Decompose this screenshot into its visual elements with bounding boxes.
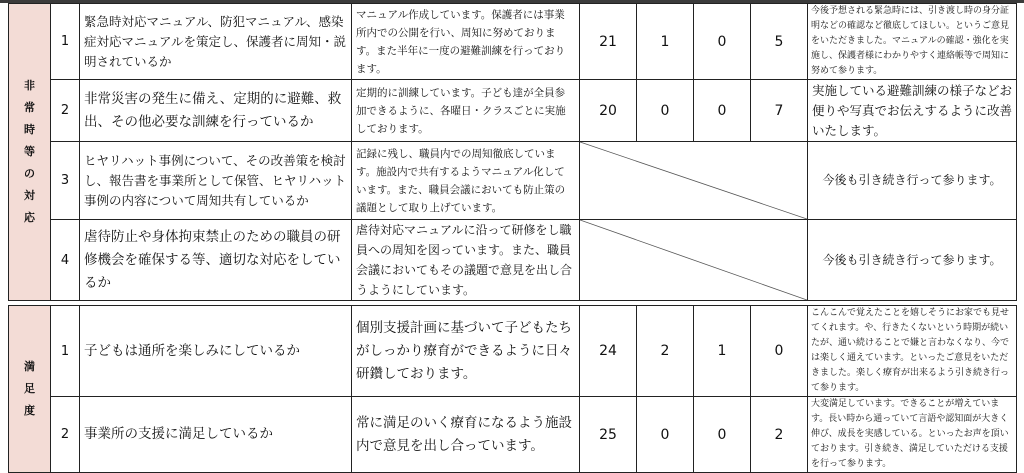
question-text: 虐待防止や身体拘束禁止のための職員の研修機会を確保する等、適切な対応をしているか <box>80 220 352 301</box>
category-satisfaction: 満 足 度 <box>9 306 51 473</box>
row-number: 2 <box>51 397 80 473</box>
count-yes: 25 <box>580 397 637 473</box>
evaluation-sheet <box>8 3 1016 469</box>
table-row <box>9 4 1017 80</box>
count-somewhat: 0 <box>637 80 694 142</box>
answer-text: 常に満足のいく療育になるよう施設内で意見を出し合っています。 <box>352 397 580 473</box>
row-number: 3 <box>51 142 80 220</box>
count-unknown: 7 <box>751 80 808 142</box>
diagonal-line <box>580 142 807 219</box>
table-row <box>9 397 1017 473</box>
count-yes: 20 <box>580 80 637 142</box>
answer-text: マニュアル作成しています。保護者には事業所内での公開を行い、周知に努めております。また半年に一度の避難訓練を行っております。 <box>352 4 580 80</box>
table-row <box>9 142 1017 220</box>
question-text: 子どもは通所を楽しみにしているか <box>80 306 352 397</box>
count-somewhat: 0 <box>637 397 694 473</box>
row-number: 1 <box>51 306 80 397</box>
question-text: 事業所の支援に満足しているか <box>80 397 352 473</box>
count-somewhat: 1 <box>637 4 694 80</box>
row-number: 2 <box>51 80 80 142</box>
count-yes: 21 <box>580 4 637 80</box>
not-applicable-cell <box>580 142 808 220</box>
count-somewhat: 2 <box>637 306 694 397</box>
count-unknown: 5 <box>751 4 808 80</box>
count-no: 0 <box>694 4 751 80</box>
count-yes: 24 <box>580 306 637 397</box>
diagonal-line <box>580 220 807 300</box>
comment-text: 今後も引き続き行って参ります。 <box>808 142 1017 220</box>
not-applicable-cell <box>580 220 808 301</box>
answer-text: 個別支援計画に基づいて子どもたちがしっかり療育ができるように日々研鑽しております。 <box>352 306 580 397</box>
table-row <box>9 220 1017 301</box>
comment-text: 今後予想される緊急時には、引き渡し時の身分証明などの確認など徹底してほしい。というご意見をいただきました。マニュアルの確認・強化を実施し、保護者様にわかりやすく連絡帳等で周知に努めて参ります。 <box>808 4 1017 80</box>
count-no: 0 <box>694 397 751 473</box>
count-no: 1 <box>694 306 751 397</box>
category-emergency: 非 常 時 等 の 対 応 <box>9 4 51 301</box>
table-row <box>9 80 1017 142</box>
question-text: 緊急時対応マニュアル、防犯マニュアル、感染症対応マニュアルを策定し、保護者に周知・説明されているか <box>80 4 352 80</box>
row-number: 4 <box>51 220 80 301</box>
row-number: 1 <box>51 4 80 80</box>
evaluation-table <box>8 3 1017 473</box>
comment-text: 実施している避難訓練の様子などお便りや写真でお伝えするように改善いたします。 <box>808 80 1017 142</box>
count-unknown: 2 <box>751 397 808 473</box>
count-unknown: 0 <box>751 306 808 397</box>
table-row <box>9 306 1017 397</box>
comment-text: 大変満足しています。できることが増えています。長い時から通っていて言語や認知面が大きく伸び、成長を実感している。といったお声を頂いております。引き続き、満足していただける支援を行って参ります。 <box>808 397 1017 473</box>
answer-text: 虐待対応マニュアルに沿って研修をし職員への周知を図っています。また、職員会議においてもその議題で意見を出し合うようにしています。 <box>352 220 580 301</box>
comment-text: こんこんで覚えたことを嬉しそうにお家でも見せてくれます。や、行きたくないという時期が続いたが、通い続けることで嫌と言わなくなり、今では楽しく通えています。といったご意見をいただきました。楽しく療育が出来るよう引き続き行って参ります。 <box>808 306 1017 397</box>
question-text: 非常災害の発生に備え、定期的に避難、救出、その他必要な訓練を行っているか <box>80 80 352 142</box>
answer-text: 定期的に訓練しています。子ども達が全員参加できるように、各曜日・クラスごとに実施しております。 <box>352 80 580 142</box>
comment-text: 今後も引き続き行って参ります。 <box>808 220 1017 301</box>
count-no: 0 <box>694 80 751 142</box>
answer-text: 記録に残し、職員内での周知徹底しています。施設内で共有するようマニュアル化しています。また、職員会議においても防止策の議題として取り上げています。 <box>352 142 580 220</box>
question-text: ヒヤリハット事例について、その改善策を検討し、報告書を事業所として保管、ヒヤリハット事例の内容について周知共有しているか <box>80 142 352 220</box>
